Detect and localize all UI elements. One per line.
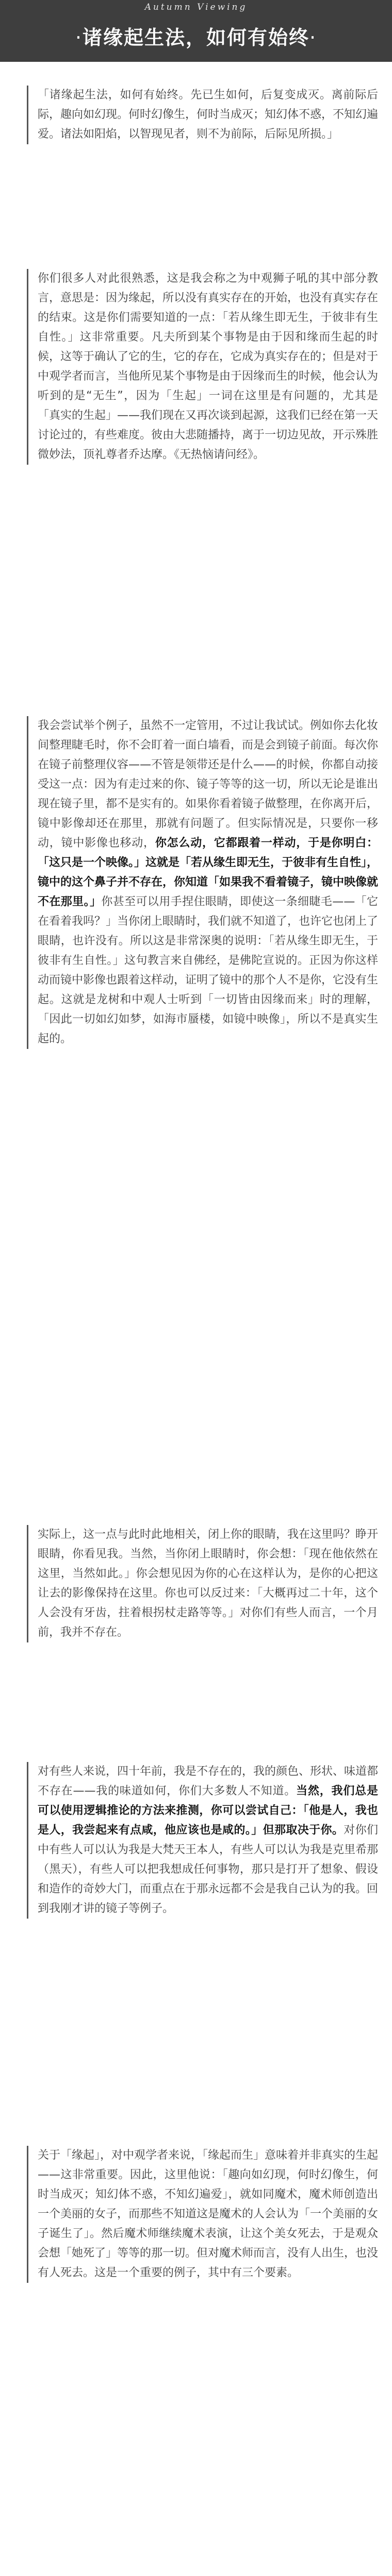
article-title-text: 诸缘起生法，如何有始终 (82, 26, 309, 49)
paragraph-4 (27, 1762, 378, 1919)
body-text: 关于「缘起」，对中观学者来说，「缘起而生」意味着并非真实的生起——这非常重要。因此，这里他说：「趣向如幻现，何时幻像生，何时当成灭；知幻体不惑，不知幻遍爱」，就如同魔术，魔术师创造出一个美丽的女子，而那些不知道这是魔术的人会认为「一个美丽的女子诞生了」。然后魔术师继续魔术表演，让这个美女死去，于是观众会想「她死了」等等的那一切。但对魔术师而言，没有人出生，也没有人死去。这是一个重要的例子，其中有三个要素。 (38, 2149, 379, 2279)
body-text: 你甚至可以用手捏住眼睛，即使这一条细睫毛——「它在看着我吗？」当你闭上眼睛时，我们就不知道了，也许它也闭上了眼睛，也许没有。所以这是非常深奥的说明：「若从缘生即无生，于彼非有生自性。」这句教言来自佛经，是佛陀宣说的。正因为你这样动而镜中影像也跟着这样动，证明了镜中的那个人不是你，它没有生起。这就是龙树和中观人士听到「一切皆由因缘而来」时的理解，「因此一切如幻如梦，如海市蜃楼，如镜中映像」，所以不是真实生起的。 (38, 895, 379, 1045)
paragraph-3 (27, 1525, 378, 1642)
body-text: 实际上，这一点与此时此地相关，闭上你的眼睛，我在这里吗？睁开眼睛，你看见我。当然，当你闭上眼睛时，你会想：「现在他依然在这里，当然如此。」你会想见因为你的心在这样认为，是你的心把这让去的影像保持在这里。你也可以反过来：「大概再过二十年，这个人会没有牙齿，拄着根拐杖走路等等。」对你们有些人而言，一个月前，我并不存在。 (38, 1528, 379, 1639)
paragraph-2 (27, 716, 378, 1049)
quote-verse (27, 86, 378, 144)
title-banner (0, 0, 392, 62)
paragraph-5 (27, 2146, 378, 2283)
emphasized-text: 当然，我们总是可以使用逻辑推论的方法来推测，你可以尝试自己：「他是人，我也是人，我尝起来有点咸，他应该也是咸的。」但那取决于你。 (38, 1785, 378, 1837)
body-text: 对你们中有些人可以认为我是大梵天王本人，有些人可以认为我是克里希那（黑天），有些人可以把我想成任何事物，那只是打开了想象、假设和造作的奇妙大门，而重点在于那永远都不会是我自己认为的我。回到我刚才讲的镜子等例子。 (38, 1824, 379, 1915)
body-text: 「诸缘起生法，如何有始终。先已生如何，后复变成灭。离前际后际，趣向如幻现。何时幻像生，何时当成灭；知幻体不惑，不知幻遍爱。诸法如阳焰，以智现见者，则不为前际，后际见所损。」 (38, 89, 379, 141)
body-text: 你们很多人对此很熟悉，这是我会称之为中观狮子吼的其中部分教言，意思是：因为缘起，所以没有真实存在的开始，也没有真实存在的结束。这是你们需要知道的一点：「若从缘生即无生，于彼非有生自性。」这非常重要。凡夫所到某个事物是由于因和缘而生起的时候，这等于确认了它的生，它的存在，它成为真实存在的；但是对于中观学者而言，当他所见某个事物是由于因缘而生的时候，他会认为听到的是“无生”，因为「生起」一词在这里是有问题的，尤其是「真实的生起」——我们现在又再次谈到起源，这我们已经在第一天讨论过的，有些难度。彼由大悲随播持，离于一切边见故，开示殊胜微妙法，顶礼尊者乔达摩。《无热恼请问经》。 (38, 272, 379, 461)
banner-decorative-text: Autumn Viewing (144, 2, 248, 12)
emphasized-text: 你怎么动，它都跟着一样动，于是你明白：「这只是一个映像。」这就是「若从缘生即无生，于彼非有生自性」，镜中的这个鼻子并不存在，你知道「如果我不看着镜子，镜中映像就不在那里。」 (38, 837, 379, 908)
body-text: 对有些人来说，四十年前，我是不存在的，我的颜色、形状、味道都不存在——我的味道如何，你们大多数人不知道。 (38, 1765, 379, 1798)
article-title: ·诸缘起生法，如何有始终· (75, 26, 317, 49)
paragraph-1 (27, 269, 378, 465)
body-text: 我会尝试举个例子，虽然不一定管用，不过让我试试。例如你去化妆间整理睫毛时，你不会盯着一面白墙看，而是会到镜子前面。每次你在镜子前整理仪容——不管是领带还是什么——的时候，你都自动接受这一点：因为有走过来的你、镜子等等的这一切，所以无论是谁出现在镜子里，都不是实有的。如果你看着镜子做整理，在你离开后，镜中影像却还在那里，那就有问题了。但实际情况是，只要你一移动，镜中影像也移动， (38, 719, 379, 850)
